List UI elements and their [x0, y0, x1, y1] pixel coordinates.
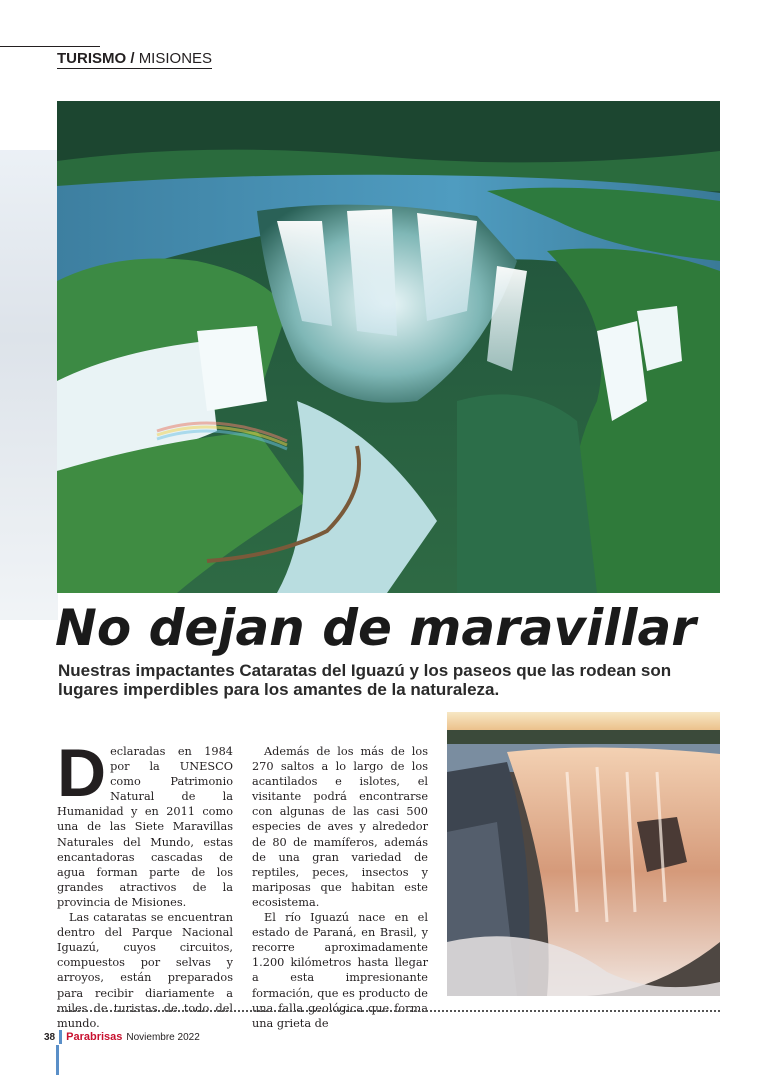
section-separator: /	[130, 50, 135, 67]
waterfall-sunset-photo	[447, 712, 720, 996]
page-number: 38	[44, 1031, 56, 1043]
section-region: MISIONES	[138, 50, 213, 67]
footer-divider	[57, 1010, 720, 1012]
article-column-1	[57, 735, 233, 1031]
issue-date: Noviembre 2022	[126, 1031, 200, 1043]
waterfall-photo-illustration	[447, 712, 720, 996]
hero-photo-illustration	[57, 101, 720, 593]
headline: No dejan de maravillar	[55, 599, 696, 657]
article-paragraph: Además de los más de los 270 saltos a lo largo de los acantilados e islotes, el visitante podrá encontrarse con algunas de las casi 500 especies de aves y alrededor de 80 de mamíferos, además de una gran variedad de reptiles, peces, insectos y mariposas que habitan este ecosistema.	[252, 745, 428, 909]
subhead: Nuestras impactantes Cataratas del Iguazú y los paseos que las rodean son lugares imperdibles para los amantes de la naturaleza.	[58, 661, 672, 699]
background-fade	[0, 150, 58, 620]
section-category: TURISMO	[57, 50, 127, 67]
hero-photo-iguazu-falls	[57, 101, 720, 593]
article-paragraph: Las cataratas se encuentran dentro del Parque Nacional Iguazú, cuyos circuitos, compuestos por selvas y arroyos, están preparados para recibir diariamente a miles de turistas de todo del mundo.	[57, 911, 233, 1030]
top-rule	[0, 46, 100, 47]
footer-accent-bar	[59, 1030, 62, 1044]
article-paragraph: eclaradas en 1984 por la UNESCO como Patrimonio Natural de la Humanidad y en 2011 como una de las Siete Maravillas Naturales del Mundo, estas encantadoras cascadas de agua forman parte de los grandes atractivos de la provincia de Misiones.	[57, 745, 233, 909]
section-tag	[57, 50, 212, 69]
footer-accent-line	[56, 1045, 59, 1075]
page-footer	[44, 1030, 200, 1044]
article-paragraph: El río Iguazú nace en el estado de Paraná, en Brasil, y recorre aproximadamente 1.200 kilómetros hasta llegar a esta impresionante formación, que es producto de una falla geológica que forma una grieta de	[252, 911, 428, 1030]
magazine-brand: Parabrisas	[66, 1031, 123, 1043]
drop-cap: D	[57, 735, 107, 811]
article-column-2	[252, 744, 428, 1031]
